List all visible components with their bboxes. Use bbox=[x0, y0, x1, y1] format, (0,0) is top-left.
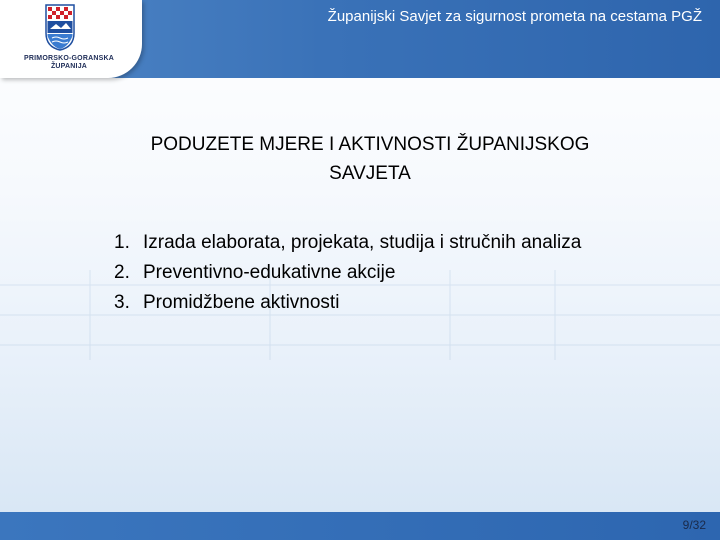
logo-line-2: ŽUPANIJA bbox=[50, 63, 88, 70]
logo-text bbox=[10, 55, 128, 71]
action-list bbox=[114, 228, 694, 318]
slide-heading-line-2: SAVJETA bbox=[329, 163, 411, 184]
logo-line-1: PRIMORSKO-GORANSKA bbox=[24, 55, 114, 62]
list-item-number: 1. bbox=[114, 232, 130, 253]
county-crest-icon bbox=[44, 3, 76, 51]
list-item-text: Promidžbene aktivnosti bbox=[143, 292, 340, 313]
list-item bbox=[114, 258, 694, 288]
list-item bbox=[114, 228, 694, 258]
list-item-text: Izrada elaborata, projekata, studija i stručnih analiza bbox=[143, 232, 582, 253]
list-item bbox=[114, 288, 694, 318]
list-item-number: 3. bbox=[114, 292, 130, 313]
footer-bar bbox=[0, 512, 720, 540]
slide-heading-line-1: PODUZETE MJERE I AKTIVNOSTI ŽUPANIJSKOG bbox=[150, 134, 590, 155]
slide-heading bbox=[60, 130, 680, 188]
page-number: 9/32 bbox=[682, 518, 706, 532]
list-item-text: Preventivno-edukativne akcije bbox=[143, 262, 396, 283]
list-item-number: 2. bbox=[114, 262, 130, 283]
logo-panel bbox=[0, 0, 142, 78]
header-title: Županijski Savjet za sigurnost prometa na cestama PGŽ bbox=[327, 8, 702, 25]
